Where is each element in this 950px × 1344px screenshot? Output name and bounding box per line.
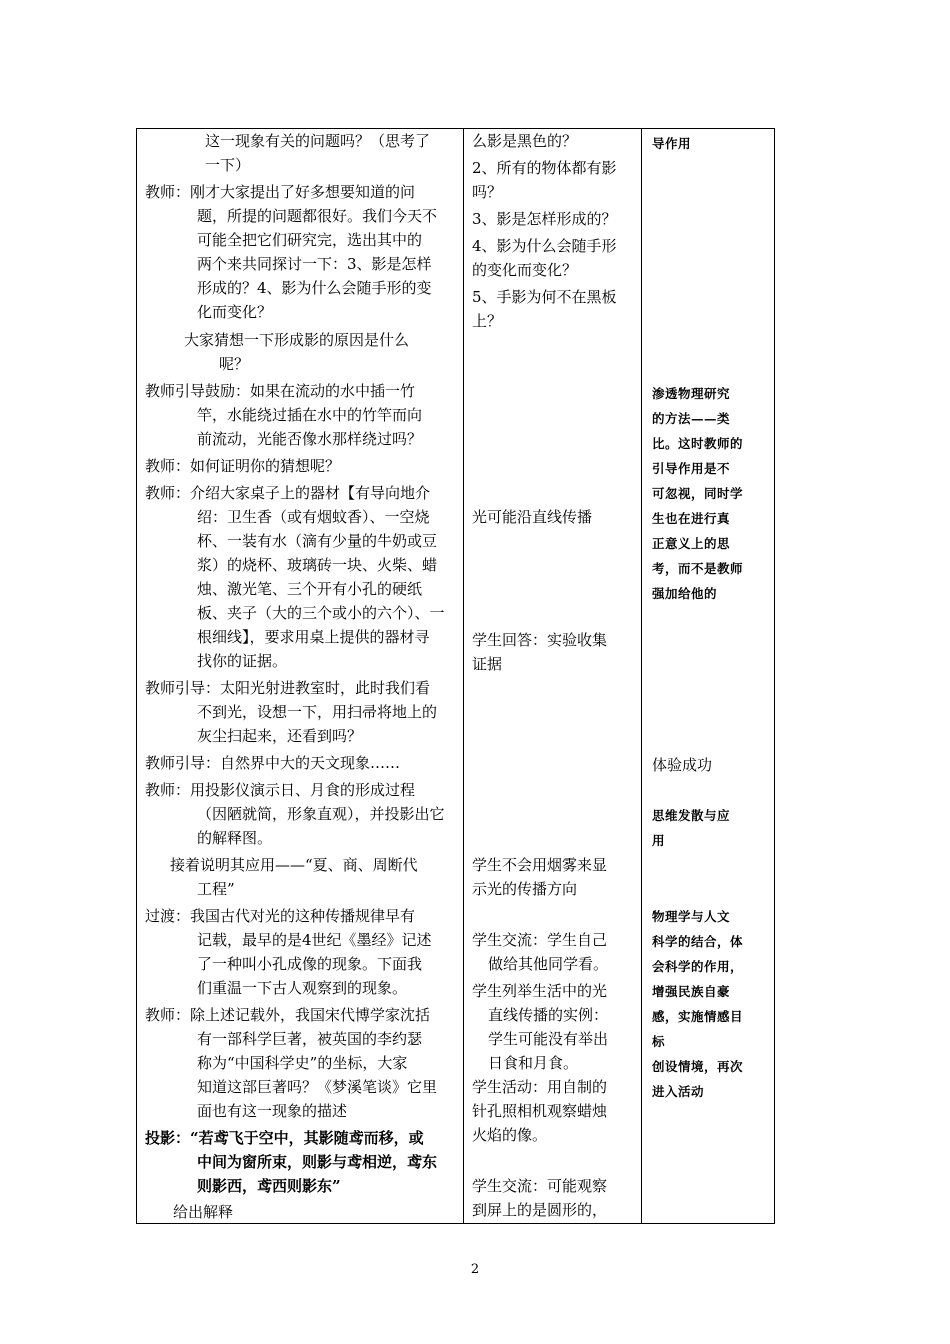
- student-activity-line: 吗？: [472, 183, 503, 201]
- design-intent-line: 会科学的作用，: [652, 959, 744, 974]
- teacher-activity-line: 杯、一装有水（滴有少量的牛奶或豆: [197, 532, 438, 550]
- teacher-activity-line: （因陋就简，形象直观），并投影出它: [197, 805, 445, 823]
- student-activity-cell: [464, 129, 642, 1224]
- teacher-activity-line: 教师引导：自然界中大的天文现象……: [145, 754, 401, 772]
- teacher-activity-line: 教师：刚才大家提出了好多想要知道的问: [145, 183, 416, 201]
- student-activity-line: 针孔照相机观察蜡烛: [472, 1102, 608, 1120]
- design-intent-line: 可忽视，同时学: [652, 486, 744, 501]
- student-activity-line: 2、所有的物体都有影: [472, 159, 617, 177]
- design-intent-line: 导作用: [652, 136, 692, 151]
- student-activity-line: 的变化而变化？: [472, 261, 578, 279]
- student-activity-line: 学生列举生活中的光: [472, 982, 608, 1000]
- teacher-activity-line: 两个来共同探讨一下：3、影是怎样: [197, 255, 432, 273]
- student-activity-line: 学生不会用烟雾来显: [472, 856, 608, 874]
- teacher-activity-line: 可能全把它们研究完，选出其中的: [197, 231, 423, 249]
- teacher-activity-line: 面也有这一现象的描述: [197, 1102, 348, 1120]
- teacher-activity-line: 形成的？4、影为什么会随手形的变: [197, 279, 432, 297]
- design-intent-line: 进入活动: [652, 1084, 705, 1099]
- design-intent-line: 考，而不是教师: [652, 561, 744, 576]
- teacher-activity-line: 这一现象有关的问题吗？（思考了: [205, 132, 431, 150]
- student-activity-line: 示光的传播方向: [472, 880, 578, 898]
- teacher-activity-line: 了一种叫小孔成像的现象。下面我: [197, 955, 423, 973]
- teacher-activity-line: 教师：介绍大家桌子上的器材【有导向地介: [145, 484, 431, 502]
- teacher-activity-line: 根细线】，要求用桌上提供的器材寻: [197, 628, 430, 646]
- teacher-activity-line: 绍：卫生香（或有烟蚊香）、一空烧: [197, 508, 430, 526]
- teacher-activity-line: 前流动，光能否像水那样绕过吗？: [197, 430, 423, 448]
- student-activity-line: 学生可能没有举出: [488, 1030, 609, 1048]
- page-number: 2: [470, 1262, 480, 1277]
- student-activity-line: 学生活动：用自制的: [472, 1078, 608, 1096]
- student-activity-line: 做给其他同学看。: [488, 955, 609, 973]
- teacher-activity-line: 题，所提的问题都很好。我们今天不: [197, 207, 438, 225]
- design-intent-line: 感，实施情感目: [652, 1009, 744, 1024]
- teacher-activity-line: 有一部科学巨著，被英国的李约瑟: [197, 1030, 423, 1048]
- student-activity-line: 3、影是怎样形成的？: [472, 210, 617, 228]
- teacher-activity-line: 过渡：我国古代对光的这种传播规律早有: [145, 907, 416, 925]
- teacher-activity-line: 们重温一下古人观察到的现象。: [197, 979, 408, 997]
- design-intent-line: 的方法——类: [652, 411, 731, 426]
- student-activity-line: 日食和月食。: [488, 1054, 579, 1072]
- student-activity-line: 学生回答：实验收集: [472, 631, 608, 649]
- teacher-activity-line: 称为“中国科学史”的坐标，大家: [197, 1054, 408, 1072]
- teacher-activity-line: 的解释图。: [197, 829, 273, 847]
- design-intent-line: 体验成功: [652, 756, 713, 774]
- teacher-activity-column: [137, 129, 463, 1223]
- teacher-activity-line: 投影：“若鸢飞于空中，其影随鸢而移，或: [145, 1129, 424, 1147]
- teacher-activity-line: 灰尘扫起来，还看到吗？: [197, 727, 363, 745]
- student-activity-line: 学生交流：可能观察: [472, 1177, 608, 1195]
- student-activity-column: [464, 129, 641, 1223]
- teacher-activity-line: 接着说明其应用——“夏、商、周断代: [170, 856, 418, 874]
- teacher-activity-line: 知道这部巨著吗？《梦溪笔谈》它里: [197, 1078, 438, 1096]
- student-activity-line: 证据: [472, 655, 503, 673]
- design-intent-line: 增强民族自豪: [652, 984, 731, 999]
- design-intent-line: 渗透物理研究: [652, 386, 731, 401]
- teacher-activity-line: 呢？: [219, 355, 250, 373]
- student-activity-line: 4、影为什么会随手形: [472, 237, 617, 255]
- design-intent-line: 物理学与人文: [652, 909, 731, 924]
- design-intent-column: [642, 129, 774, 1223]
- student-activity-line: 到屏上的是圆形的，: [472, 1201, 608, 1219]
- teacher-activity-line: 教师引导：太阳光射进教室时，此时我们看: [145, 679, 431, 697]
- design-intent-line: 生也在进行真: [652, 511, 731, 526]
- teacher-activity-line: 教师：除上述记载外，我国宋代博学家沈括: [145, 1006, 431, 1024]
- student-activity-line: 直线传播的实例：: [488, 1006, 609, 1024]
- teacher-activity-line: 烛、激光笔、三个开有小孔的硬纸: [197, 580, 423, 598]
- teacher-activity-line: 记载，最早的是4世纪《墨经》记述: [197, 931, 432, 949]
- teacher-activity-line: 浆）的烧杯、玻璃砖一块、火柴、蜡: [197, 556, 438, 574]
- teacher-activity-line: 教师引导鼓励：如果在流动的水中插一竹: [145, 382, 416, 400]
- design-intent-line: 科学的结合，体: [652, 934, 744, 949]
- student-activity-line: 上？: [472, 312, 503, 330]
- teacher-activity-line: 竿，水能绕过插在水中的竹竿而向: [197, 406, 423, 424]
- student-activity-line: 学生交流：学生自己: [472, 931, 608, 949]
- design-intent-line: 正意义上的思: [652, 536, 731, 551]
- teacher-activity-line: 不到光，设想一下，用扫帚将地上的: [197, 703, 438, 721]
- lesson-plan-table: [136, 128, 775, 1224]
- design-intent-line: 比。这时教师的: [652, 436, 744, 451]
- teacher-activity-line: 一下）: [205, 156, 251, 174]
- design-intent-line: 用: [652, 833, 666, 848]
- design-intent-line: 标: [652, 1034, 666, 1049]
- teacher-activity-line: 化而变化？: [197, 303, 273, 321]
- design-intent-cell: [642, 129, 775, 1224]
- student-activity-line: 火焰的像。: [472, 1126, 548, 1144]
- teacher-activity-line: 板、夹子（大的三个或小的六个）、一: [197, 604, 445, 622]
- design-intent-line: 强加给他的: [652, 586, 718, 601]
- teacher-activity-line: 找你的证据。: [197, 652, 288, 670]
- teacher-activity-line: 给出解释: [173, 1203, 234, 1221]
- teacher-activity-line: 教师：用投影仪演示日、月食的形成过程: [145, 781, 416, 799]
- student-activity-line: 5、手影为何不在黑板: [472, 288, 617, 306]
- teacher-activity-line: 教师：如何证明你的猜想呢？: [145, 457, 341, 475]
- design-intent-line: 思维发散与应: [652, 808, 731, 823]
- teacher-activity-line: 大家猜想一下形成影的原因是什么: [184, 331, 410, 349]
- teacher-activity-line: 中间为窗所束，则影与鸢相逆，鸢东: [197, 1153, 438, 1171]
- student-activity-line: 光可能沿直线传播: [472, 508, 593, 526]
- design-intent-line: 引导作用是不: [652, 461, 731, 476]
- table-row: [137, 129, 775, 1224]
- design-intent-line: 创设情境，再次: [652, 1059, 744, 1074]
- teacher-activity-cell: [137, 129, 464, 1224]
- teacher-activity-line: 工程”: [197, 880, 235, 898]
- student-activity-line: 么影是黑色的？: [472, 132, 578, 150]
- teacher-activity-line: 则影西，鸢西则影东”: [197, 1177, 341, 1195]
